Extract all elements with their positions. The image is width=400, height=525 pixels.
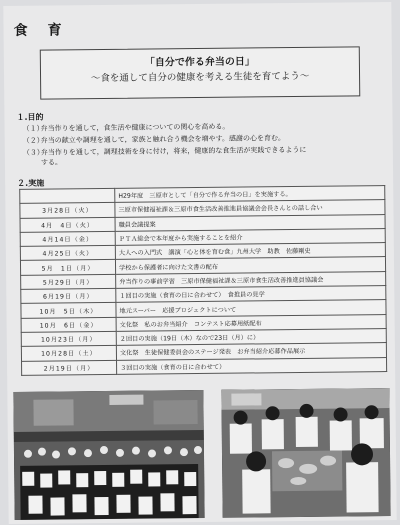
row-date: 6月19日（月） xyxy=(21,288,116,303)
row-date: 10月23日（月） xyxy=(21,331,116,346)
row-date: 2月19日（月） xyxy=(22,360,117,375)
header-box xyxy=(40,46,361,99)
row-text: 三原市保健福祉課＆三原市食生活改善推進員協議会会長さんとの話し合い xyxy=(115,200,385,217)
row-text: １回目の実施（食育の日に合わせて） 食推員の見学 xyxy=(116,286,386,303)
table-row xyxy=(22,357,387,375)
goal-text: 弁当作りを通して，食生活や健康についての関心を高める。 xyxy=(40,122,230,133)
row-text: 職員会議提案 xyxy=(115,214,385,231)
row-date xyxy=(20,188,115,203)
row-text: 弁当作りの事前学習 三原市保健福祉課＆三原市食生活改善推進員協議会 xyxy=(116,271,386,288)
row-date: 10月 5日（木） xyxy=(21,303,116,318)
row-text: 地元スーパー 応援プロジェクトについて xyxy=(116,300,386,317)
goal-item-3 xyxy=(23,144,383,168)
row-text: ＰＴＡ総会で本年度から実施することを紹介 xyxy=(115,228,385,245)
goal-number: （２） xyxy=(22,136,44,145)
assembly-photo xyxy=(13,390,204,520)
row-text: 大人への入門式 講演「心と体を育む食」九州大学 助教 佐藤剛史 xyxy=(115,243,385,260)
lunch-photo xyxy=(221,388,390,518)
row-text: ２回目の実施（19日（木）なので23日（月）に） xyxy=(116,329,386,346)
row-date: 4月14日（金） xyxy=(20,231,115,246)
goal-text-continued: する。 xyxy=(40,158,62,167)
document-page xyxy=(3,2,396,524)
row-date: 10月28日（土） xyxy=(21,346,116,361)
goal-text: 弁当の献立や調理を通して，家族と触れ合う機会を増やす。感謝の心を育む。 xyxy=(40,134,286,145)
row-date: 5月 1日（月） xyxy=(20,260,115,275)
row-date: 5月29日（月） xyxy=(21,274,116,289)
schedule-table xyxy=(19,185,387,376)
goals-heading: １.目的 xyxy=(16,112,44,122)
header-title: 「自分で作る弁当の日」 xyxy=(144,56,255,69)
row-date: 3月28日（火） xyxy=(20,203,115,218)
goal-number: （１） xyxy=(22,124,44,133)
row-text: 学校から保護者に向けた文書の配布 xyxy=(115,257,385,274)
row-date: 10月 6日（金） xyxy=(21,317,116,332)
section-title: 食 育 xyxy=(13,22,65,39)
row-date: 4月 4日（火） xyxy=(20,217,115,232)
row-text: 文化祭 私のお弁当紹介 コンテスト応募用紙配布 xyxy=(116,314,386,331)
goal-number: （３） xyxy=(22,148,44,157)
row-text: 文化祭 生徒保健委員会のステージ発表 お弁当紹介応募作品展示 xyxy=(116,343,386,360)
row-text: ３回目の実施（食育の日に合わせて） xyxy=(117,357,387,374)
header-subtitle: ～食を通して自分の健康を考える生徒を育てよう～ xyxy=(90,70,310,85)
row-date: 4月25日（火） xyxy=(20,246,115,261)
row-text: H29年度 三原市として「自分で作る弁当の日」を実施する。 xyxy=(115,186,385,203)
implementation-heading: ２.実施 xyxy=(17,178,45,188)
goal-text: 弁当作りを通して，調理技術を身に付け，将来，健康的な食生活が実践できるように xyxy=(40,145,307,157)
